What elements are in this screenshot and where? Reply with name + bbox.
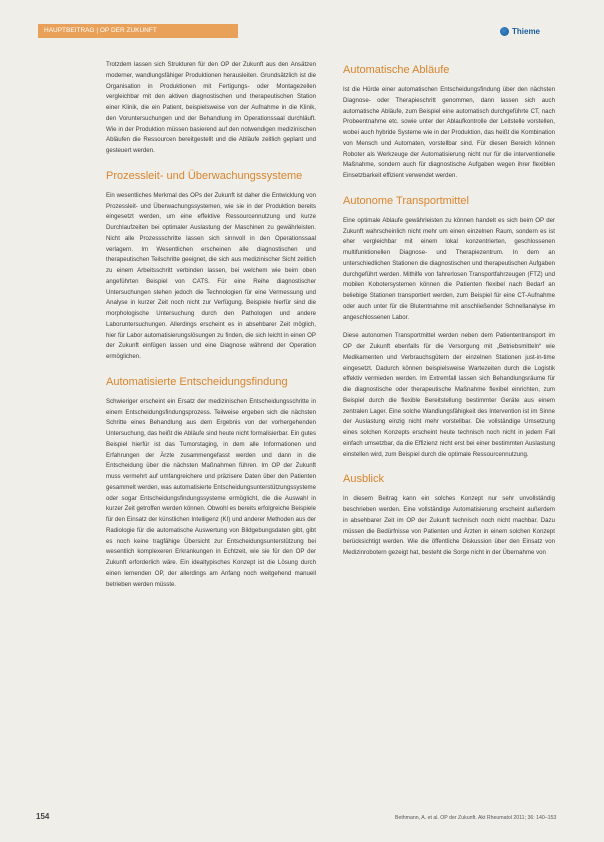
paragraph-prozessleit: Ein wesentliches Merkmal des OPs der Zukunft ist daher die Entwicklung von Prozessleit- und Überwachungssystemen, wie sie in der Produktion bereits eingesetzt werden, um eine effektive Ressourcennutzung und kurze Durchlaufzeiten bei optimaler Auslastung der Maschinen zu gewährleisten. Nicht alle Prozessschritte lassen sich sinnvoll in den Operationssaal verlagern. Im Wesentlichen erscheinen alle diagnostischen und therapeutischen Teilschritte geeignet, die sich aus medizinischer Sicht zeitlich zu einem Arbeitsschritt verbinden lassen, bei welchem wie beim oben angeführten Beispiel von CATS. Für eine Reihe diagnostischer Untersuchungen stehen jedoch die Technologien für eine Vermessung und Analyse in kurzer Zeit noch nicht zur Verfügung. Beispiele hierfür sind die morphologische Untersuchung durch den Pathologen und andere Laboruntersuchungen. Allerdings erscheint es in absehbarer Zeit möglich, hier für Labor automatisierungslösungen zu finden, die sich leicht in einen OP der Zukunft einfügen lassen und eine Diagnose während der Operation ermöglichen.: [106, 191, 316, 360]
paragraph-transportmittel-2: Diese autonomen Transportmittel werden neben dem Patiententransport im OP der Zukunft ebenfalls für die Versorgung mit „Betriebsmitteln“ wie Medikamenten und Verbrauchsgütern der einzelnen Stationen just-in-time eingesetzt. Dadurch können beispielsweise Wartezeiten durch die Logistik effektiv vermieden werden. Im Extremfall lassen sich Behandlungsräume für die diagnostische oder therapeutische Maßnahme flexibel einrichten, zum Beispiel durch die flexible Bereitstellung bestimmter Geräte aus einem zentralen Lager. Eine solche Wandlungsfähigkeit des Intervention ist im Sinne der Auslastung einzig nicht mehr vorstellbar. Die vollständige Umsetzung eines solchen Konzepts erscheint heute technisch noch nicht in jedem Fall einfach umsetzbar, da die Effizienz nicht erst bei einer bestimmten Auslastung einstellen wird, zum Beispiel durch die optimale Ressourcennutzung.: [343, 332, 555, 458]
intro-paragraph: Trotzdem lassen sich Strukturen für den OP der Zukunft aus den Ansätzen moderner, wandlungsfähiger Produktionen herausleiten. Grundsätzlich ist die Organisation in Produktionen mit Fertigungs- oder Montagezellen vergleichbar mit den aktiven diagnostischen und therapeutischen Station einer Klinik, die ein Patient, beispielsweise von der Aufnahme in die Klinik, den Voruntersuchungen und der Behandlung im Operationssaal durchläuft. Wie in der Produktion müssen basierend auf den notwendigen medizinischen Abläufen die Ressourcen bereitgestellt und die Abläufe zeitlich geplant und gesteuert werden.: [106, 61, 316, 154]
thieme-logo-icon: [500, 27, 509, 36]
paragraph-transportmittel-1: Eine optimale Ablaufe gewährleisten zu können handelt es sich beim OP der Zukunft wahrscheinlich nicht mehr um einen einzelnen Raum, sondern es ist eher vergleichbar mit einem lokal konzentrierten, geschlossenen multifunktionellen Diagnose- und Therapiezentrum. In dem an unterschiedlichen Stationen die diagnostischen und therapeutischen Aufgaben durchgeführt werden. Mithilfe von fahrerlosen Transportfahrzeugen (FTZ) und mobilen Kobotersystemen können die Patienten flexibel nach Bedarf an beliebige Stationen transportiert werden, zum Beispiel für eine CT-Aufnahme oder auch unter für die Blutentnahme mit anschließender Schnellanalyse im angeschlossenen Labor.: [343, 216, 555, 321]
section-header-label: HAUPTBEITRAG | OP DER ZUKUNFT: [44, 27, 157, 34]
heading-entscheidungsfindung: Automatisierte Entscheidungsfindung: [106, 375, 288, 388]
left-column: [106, 60, 316, 590]
publisher-logo-text: Thieme: [512, 26, 541, 36]
publisher-logo: [500, 24, 540, 38]
paragraph-automatische-ablaeufe: Ist die Hürde einer automatischen Entscheidungsfindung über den nächsten Diagnose- oder Therapieschritt genommen, dann lassen sich auch automatische Abläufe, zum Beispiel eine automatisch durchgeführte CT, nach Probeentnahme etc. sowie unter der Ablaufkontrolle der Leitstelle vorstellen, wobei auch hybride Systeme wie in der Produktion, das heißt die Kombination von Mensch und Automaten, vorstellbar sind. Für diesen Bereich können Roboter als Werkzeuge der Automatisierung nicht nur für die interventionelle Maßnahme, sondern auch für diagnostische Aufgaben wegen ihrer flexiblen Einsetzbarkeit effizient verwendet werden.: [343, 86, 555, 179]
paragraph-ausblick: In diesem Beitrag kann ein solches Konzept nur sehr unvollständig beschrieben werden. Eine vollständige Automatisierung erscheint außerdem in absehbarer Zeit im OP der Zukunft technisch noch nicht machbar. Dazu müssen die Bedürfnisse von Patienten und Ärzten in einem solchen Konzept berücksichtigt werden. Wie die öffentliche Diskussion über den Einsatz von Medizinrobotern gezeigt hat, besteht die Sorge nicht in der Übernahme von: [343, 495, 555, 556]
right-column: [343, 63, 555, 559]
section-header-bar: [38, 24, 238, 38]
page-number: 154: [36, 812, 50, 821]
heading-prozessleit: Prozessleit- und Überwachungssysteme: [106, 169, 303, 182]
paragraph-entscheidungsfindung: Schwieriger erscheint ein Ersatz der medizinischen Entscheidungsschritte in einem Entscheidungsfindungsprozess. Teilweise ergeben sich die nächsten Schritte eines Behandlung aus dem Ergebnis von der vorhergehenden Untersuchung, das heißt die Abläufe sind heute nicht formalisierbar. Ein gutes Beispiel hierfür ist das Tumorstaging, in dem alle Informationen und Erfahrungen der Ärzte zusammengefasst werden und dann in die Entscheidung über die nächsten Maßnahmen führen. Im OP der Zukunft muss vermehrt auf umfangreichere und präzisere Daten über den Patienten gesammelt werden, was automatisierte Entscheidungsunterstützungssysteme oder sogar Entscheidungsfindungssysteme ermöglicht, die die Auswahl in kurzer Zeit getroffen werden können. Obwohl es bereits erfolgreiche Beispiele für den Einsatz der künstlichen Intelligenz (KI) und anderer Methoden aus der Radiologie für die automatische Auswertung von Bildgebungsdaten gibt, gibt es noch keine tragfähige Übersicht zur Entscheidungsunterstützung bei wesentlich komplexeren Erkrankungen in Echtzeit, wie sie für den OP der Zukunft erforderlich wäre. Ein idealtypisches Konzept ist die Lösung durch einen lernenden OP, der allerdings am Anfang noch weitgehend manuell betrieben werden müsste.: [106, 397, 316, 588]
footer-citation: Bethmann, A. et al. OP der Zukunft. Akt Rheumatol 2011; 36: 140–153: [395, 815, 557, 821]
heading-ausblick: Ausblick: [343, 473, 384, 486]
heading-transportmittel: Autonome Transportmittel: [343, 194, 469, 207]
heading-automatische-ablaeufe: Automatische Abläufe: [343, 64, 450, 76]
